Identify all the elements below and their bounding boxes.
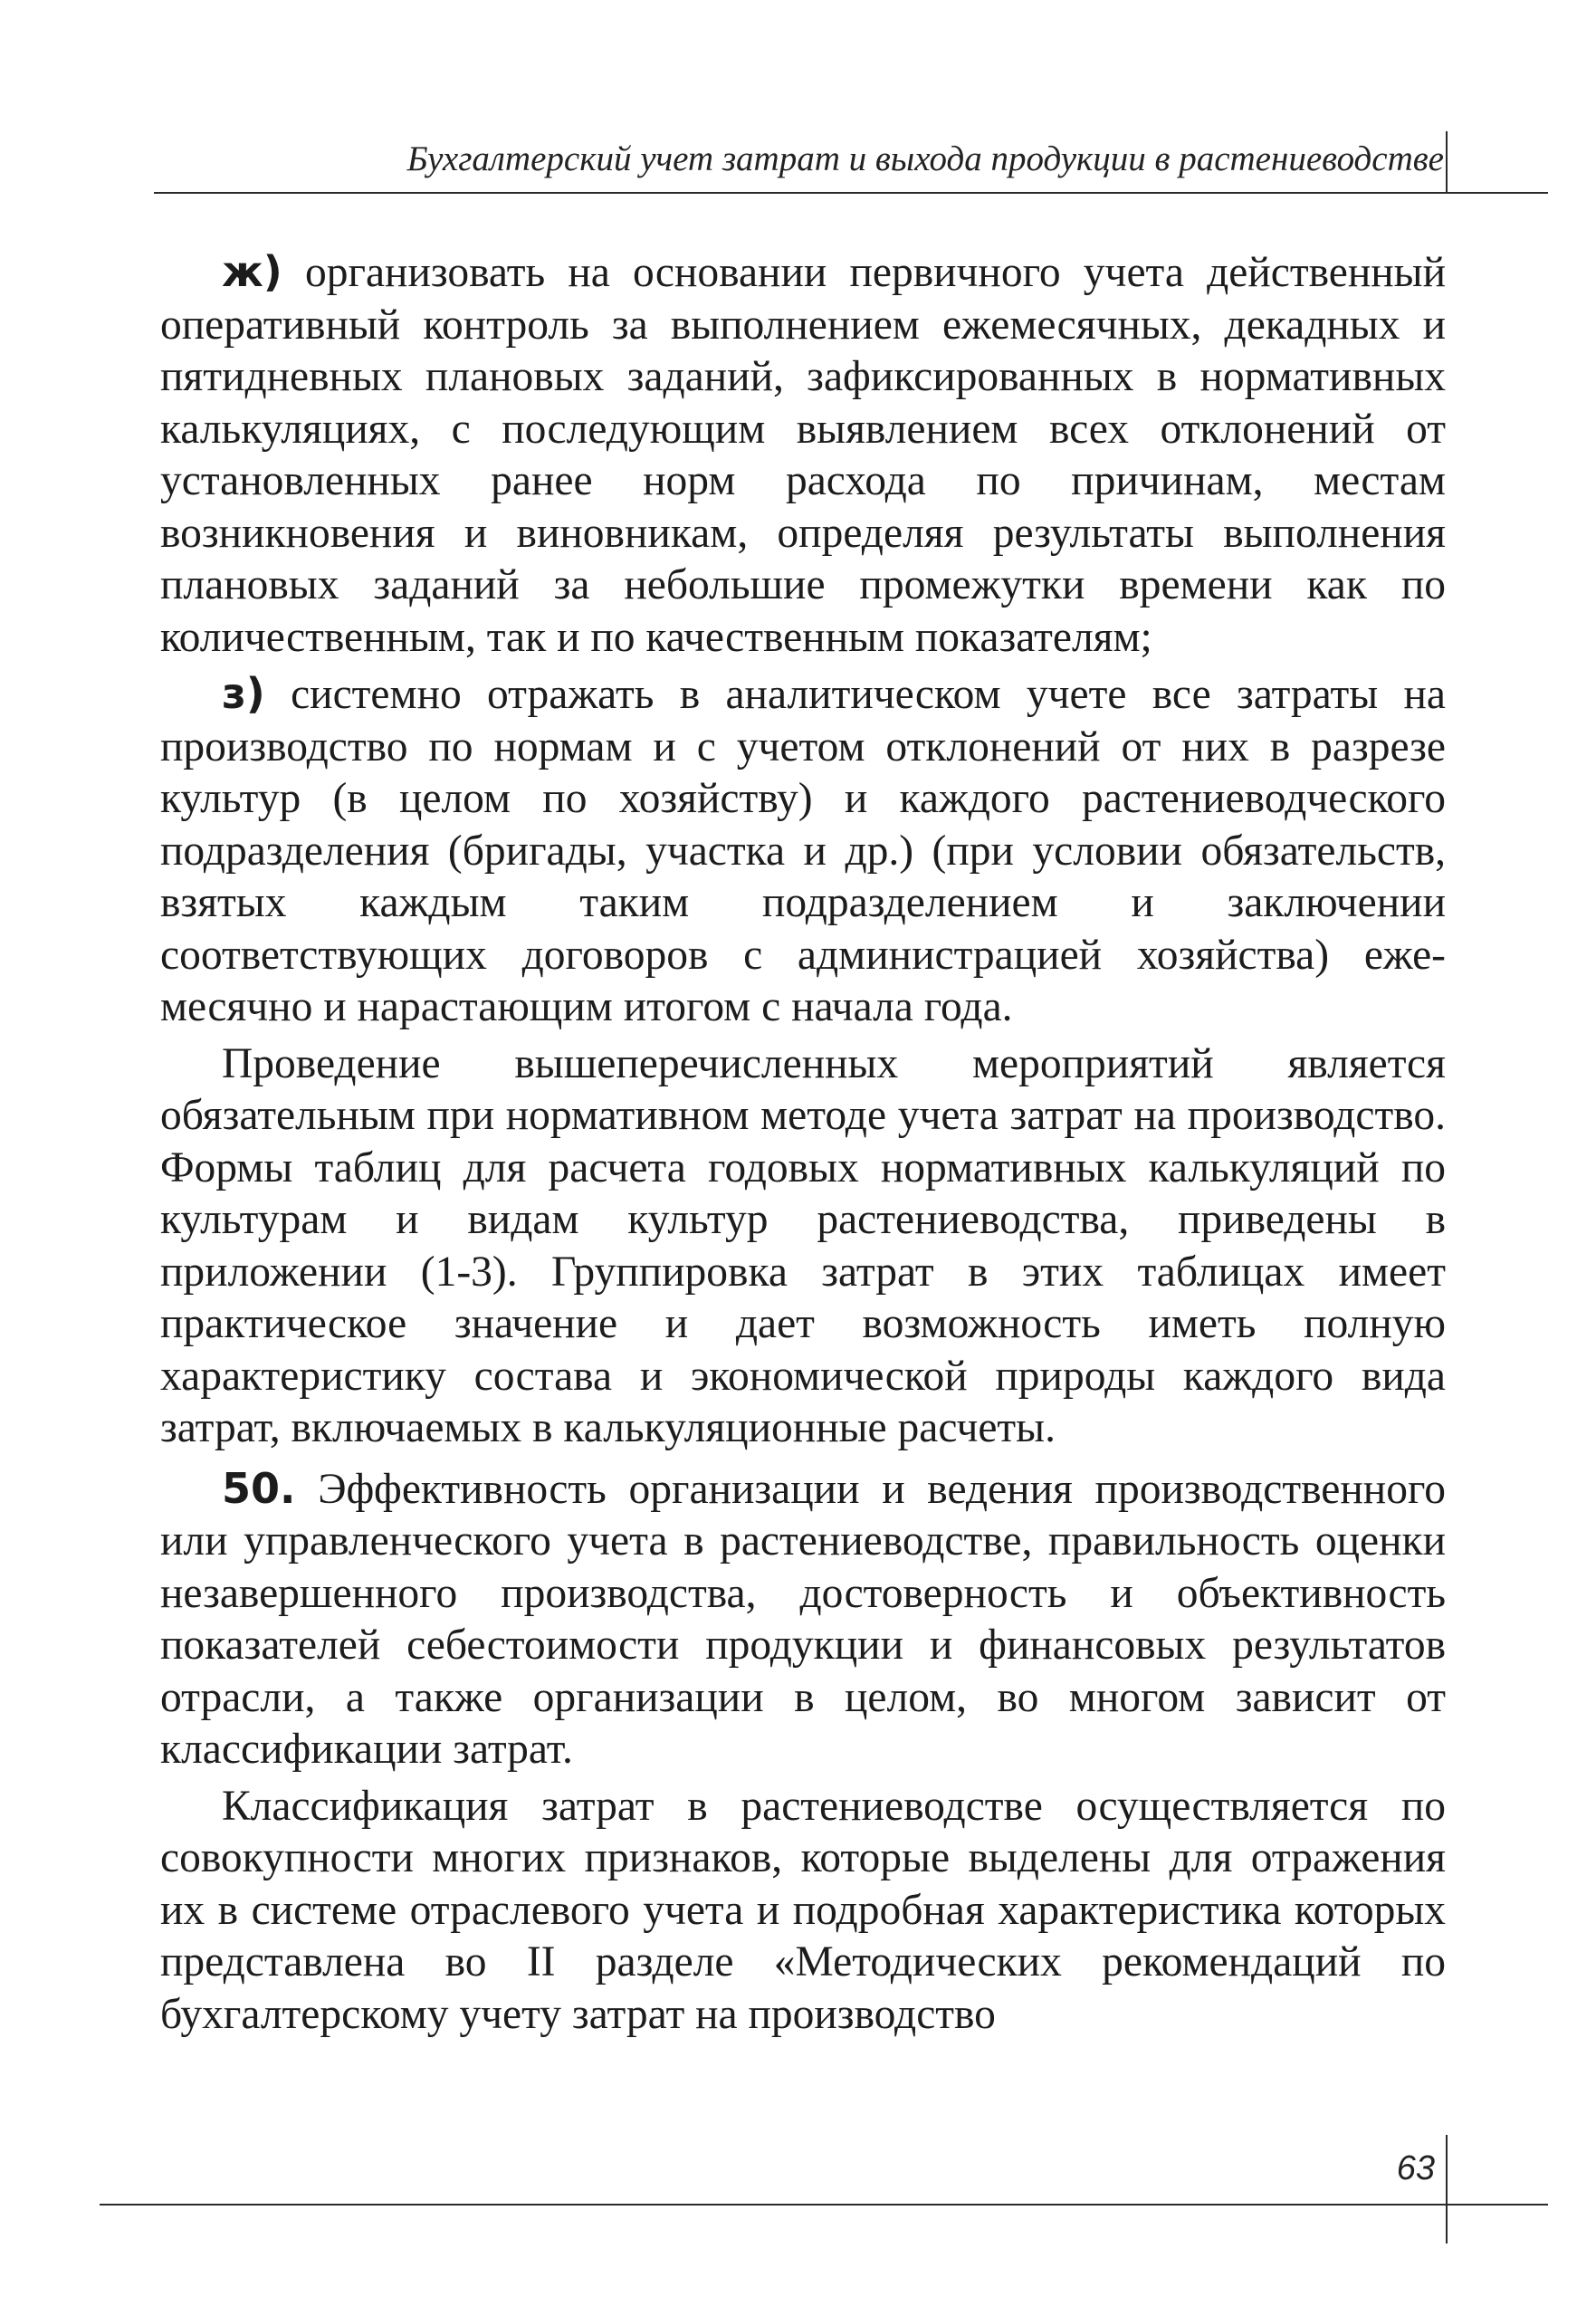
paragraph-section-50 — [160, 1463, 1446, 1776]
footer-rule — [100, 2204, 1548, 2206]
section-number-50: 50. — [222, 1463, 296, 1513]
body-text — [160, 246, 1446, 2049]
paragraph-classification — [160, 1781, 1446, 2042]
footer-tick-mark — [1446, 2135, 1448, 2244]
page-number: 63 — [1396, 2149, 1435, 2187]
paragraph-item-z — [160, 668, 1446, 1034]
paragraph-item-zh — [160, 246, 1446, 664]
running-head: Бухгалтерский учет затрат и выхода продукции в растениеводстве — [406, 139, 1444, 178]
header-tick-mark — [1446, 131, 1448, 193]
paragraph-text-z: системно отражать в аналитическом учете все затраты на производство по нормам и с учетом отклонений от них в разрезе культур (в целом по хозяйству) и каждого растениеводческого подразделения (бригады, участка и др.) (при условии обязательств, взятых каждым таким подразделением и заключении соответствующих договоров с администрацией хозяйства) ежемесячно и нарастающим итогом с начала года. — [160, 671, 1446, 1030]
paragraph-lead-zh: ж) — [222, 247, 282, 296]
paragraph-text-classification: Классификация затрат в растениеводстве осуществляется по совокупности многих признаков, которые выделены для отражения их в системе отраслевого учета и подробная характеристика которых представлена во II разделе «Методических рекомендаций по бухгалтерскому учету затрат на производство — [160, 1782, 1446, 2038]
paragraph-lead-z: з) — [222, 669, 265, 718]
paragraph-text-zh: организовать на основании первичного учета действенный оперативный контроль за выполнением ежемесячных, декадных и пятидневных плановых заданий, зафиксированных в нормативных калькуляциях, с последующим выявлением всех отклонений от установленных ранее норм расхода по причинам, местам возникновения и виновникам, определяя результаты выполнения плановых заданий за небольшие промежутки времени как по количественным, так и по качественным показателям; — [160, 249, 1447, 661]
paragraph-text-measures: Проведение вышеперечисленных мероприятий является обязательным при нормативном методе учета затрат на производство. Формы таблиц для расчета годовых нормативных калькуляций по культурам и видам культур растениеводства, приведены в приложении (1-3). Группировка затрат в этих таблицах имеет практическое значение и дает возможность иметь полную характеристику состава и экономической природы каждого вида затрат, включаемых в калькуляционные расчеты. — [160, 1039, 1446, 1451]
paragraph-text-section-50: Эффективность организации и ведения производственного или управленческого учета в растениеводстве, правильность оценки незавершенного производства, достоверность и объективность показателей себестоимости продукции и финансовых результатов отрасли, а также организации в целом, во многом зависит от классификации затрат. — [160, 1465, 1446, 1773]
header-rule — [154, 192, 1548, 194]
paragraph-measures — [160, 1038, 1446, 1455]
